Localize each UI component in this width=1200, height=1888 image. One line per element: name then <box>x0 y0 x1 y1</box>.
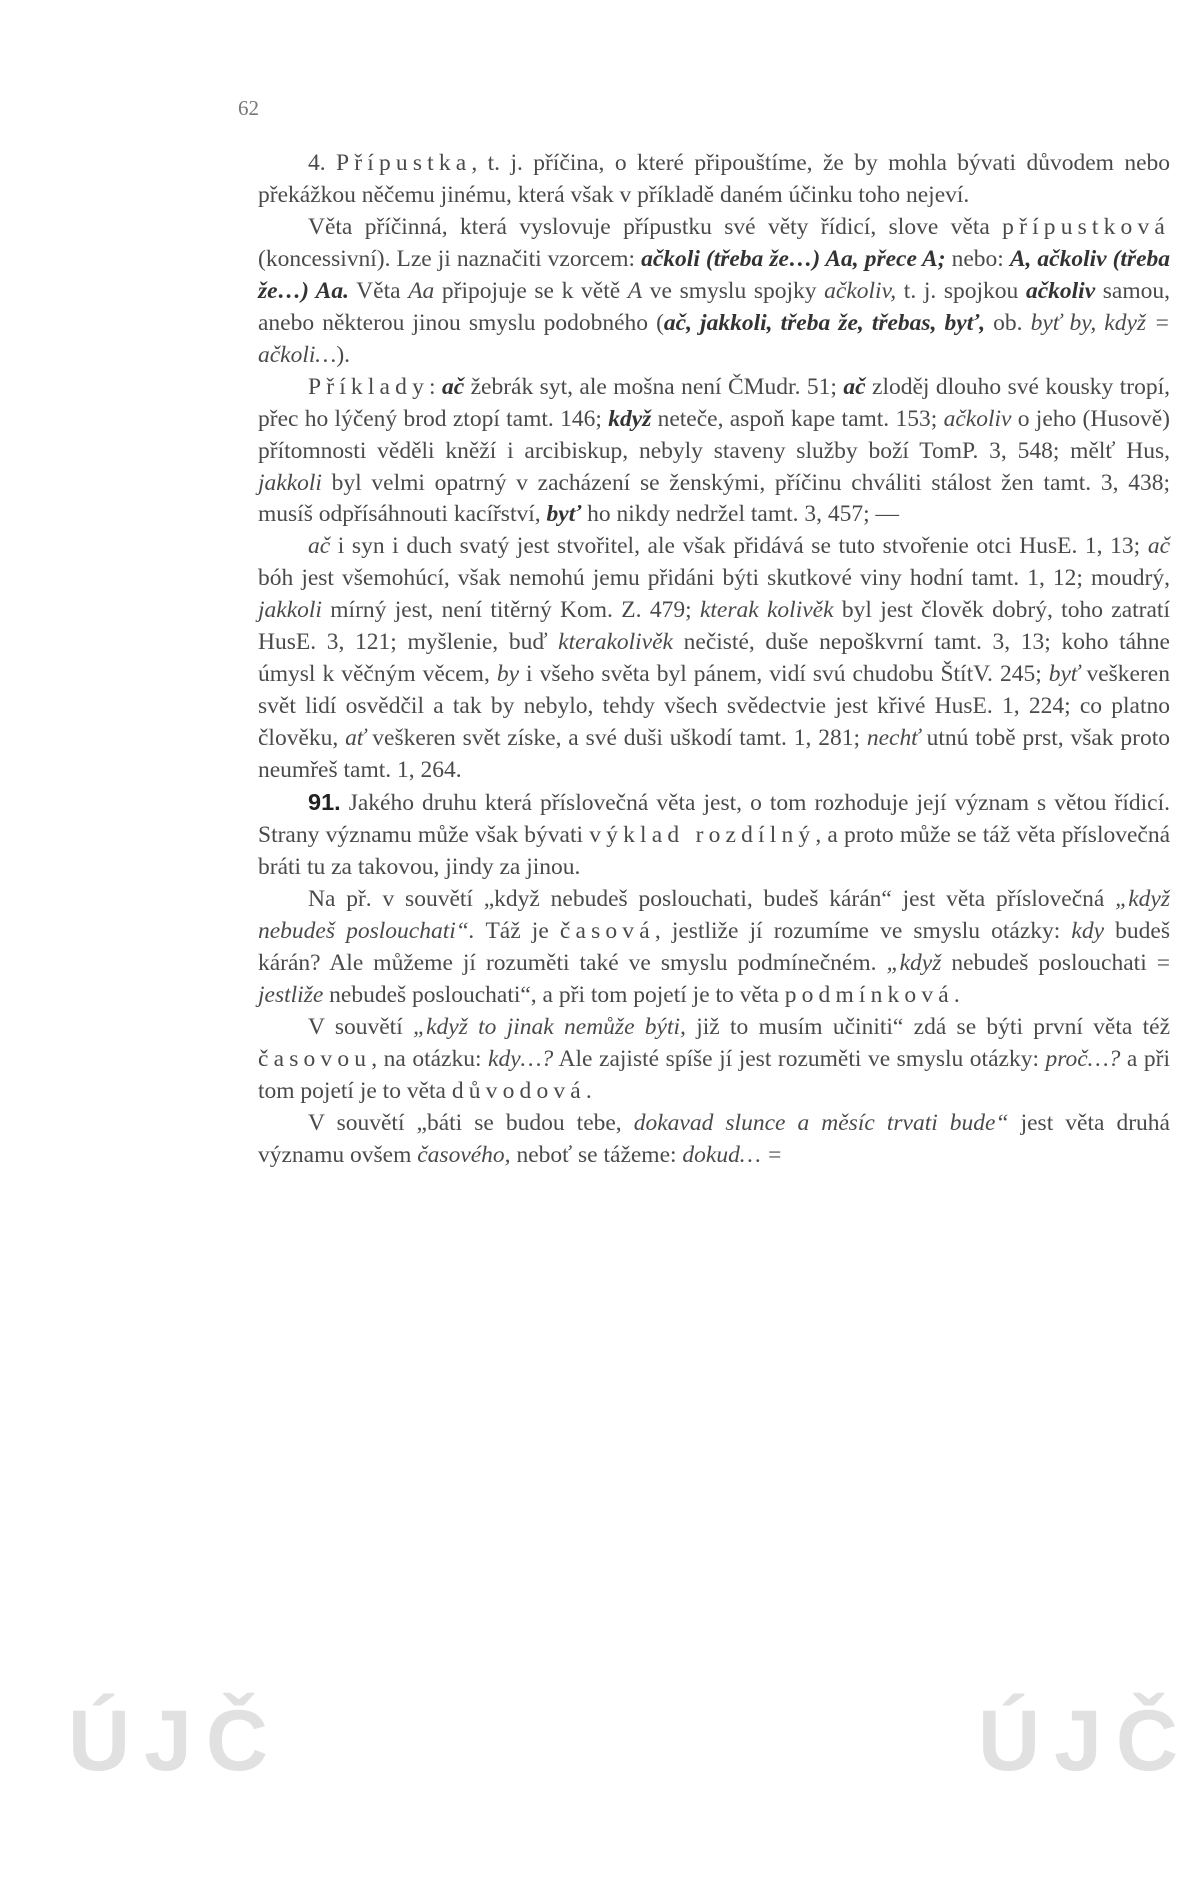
text-run: veškeren svět získe, a své duši uškodí tamt. 1, 281; <box>365 725 867 752</box>
example-keyword: proč…? <box>1045 1045 1121 1072</box>
watermark-logo-left: ÚJČ <box>68 1693 283 1789</box>
paragraph-example-dokavad <box>258 1108 1170 1172</box>
text-run: neboť se tážeme: <box>510 1141 683 1168</box>
example-keyword: dokud… = <box>682 1141 783 1168</box>
text-run: o jeho (Husově) přítomnosti věděli kněží i arcibiskup, nebyly staveny služby boží TomP. 3, 548; mělť Hus, <box>258 405 1171 464</box>
text-run: . <box>585 1077 592 1104</box>
example-keyword: kdy <box>1071 917 1105 944</box>
formula: A <box>627 277 643 304</box>
page-number: 62 <box>238 96 259 120</box>
text-run: veškeren svět lidí osvědčil a tak by nebylo, tehdy všech svědectvie jest křivé HusE. 1, 224; co platno člověku, <box>258 661 1170 752</box>
text-run: Na př. v souvětí „když nebudeš poslouchati, budeš kárán“ jest věta příslovečná <box>308 885 1116 912</box>
example-keyword: byť <box>546 501 582 528</box>
conjunction: ačkoliv, <box>824 277 897 304</box>
paragraph-example-jinak <box>258 1012 1170 1108</box>
item-number: 4. <box>308 150 326 176</box>
text-run: i syn i duch svatý jest stvořitel, ale však přidává se tuto stvořenie otci HusE. 1, 13; <box>330 533 1148 560</box>
example-keyword: byť <box>1048 661 1080 688</box>
spaced-term: Přípustka <box>336 150 472 176</box>
spaced-term: důvodová <box>451 1077 586 1104</box>
formula: A, ačkoliv (třeba že…) Aa. <box>258 245 1171 304</box>
formula: ačkoli (třeba že…) Aa, přece A; <box>641 245 946 272</box>
text-run: zloděj dlouho své kousky tropí, přec ho lýčený brod ztopí tamt. 146; <box>258 373 1170 432</box>
example-keyword: ač <box>308 533 331 560</box>
example-keyword: ač <box>441 373 465 400</box>
text-run: ho nikdy nedržel tamt. 3, 457; — <box>581 501 900 528</box>
quoted-clause: „když to jinak nemůže býti, <box>413 1013 686 1040</box>
text-run: již to musím učiniti“ zdá se býti první věta též <box>685 1013 1171 1040</box>
spaced-term: Příklady <box>308 373 429 400</box>
paragraph-4-concession <box>258 148 1170 212</box>
text-run: samou, anebo některou jinou smyslu podobného ( <box>258 277 1170 336</box>
example-keyword: kterakolivěk <box>558 629 673 656</box>
text-run: Věta <box>348 277 409 304</box>
text-run: připojuje se k větě <box>434 277 628 304</box>
paragraph-91 <box>258 787 1170 884</box>
text-run: i všeho světa byl pánem, vidí svú chudobu ŠtítV. 245; <box>519 661 1049 688</box>
example-keyword: nechť <box>866 725 920 752</box>
example-keyword: jestliže <box>258 981 324 1008</box>
example-keyword: ač <box>843 373 866 400</box>
text-run: Věta příčinná, která vyslovuje přípustku své věty řídicí, slove věta <box>308 213 1003 240</box>
example-keyword: časového, <box>417 1141 511 1168</box>
text-run: Táž je <box>474 917 560 944</box>
example-keyword: kdy…? <box>488 1045 554 1072</box>
text-run: nebo: <box>945 245 1010 272</box>
text-run: byl velmi opatrný v zacházení se ženskými, příčinu chváliti stálost žen tamt. 3, 438; musíš odpřísáhnouti kacířství, <box>258 469 1170 528</box>
text-run: nečisté, duše nepoškvrní tamt. 3, 13; koho táhne úmysl k věčným věcem, <box>258 629 1170 688</box>
text-run: nebudeš poslouchati = <box>941 949 1170 976</box>
paragraph-examples <box>258 372 1170 532</box>
text-run: utnú tobě prst, však proto neumřeš tamt. 1, 264. <box>258 725 1171 784</box>
text-run: ob. <box>985 309 1031 336</box>
example-keyword: by <box>496 661 520 688</box>
text-run: , t. j. příčina, o které připouštíme, že by mohla bývati důvodem nebo překážkou něčemu jinému, která však v příkladě daném účinku toho nejeví. <box>258 150 1171 208</box>
paragraph-concessive-clause <box>258 212 1170 372</box>
text-run: bóh jest všemohúcí, však nemohú jemu přidáni býti skutkové viny hodní tamt. 1, 12; moudrý, <box>258 565 1170 592</box>
text-run: ve smyslu spojky <box>642 277 825 304</box>
text-run: Ale zajisté spíše jí jest rozuměti ve smyslu otázky: <box>553 1045 1046 1072</box>
paragraph-old-czech-examples <box>258 531 1170 787</box>
example-keyword: když <box>608 405 652 432</box>
text-run: . <box>953 981 960 1008</box>
example-keyword: „když <box>886 949 942 976</box>
example-keyword: ať <box>345 725 366 752</box>
example-keyword: ač <box>1147 533 1170 560</box>
example-keyword: kterak kolivěk <box>699 597 834 624</box>
spaced-term: časovou <box>258 1045 372 1072</box>
formula: Aa <box>408 277 435 304</box>
text-run: V souvětí <box>308 1013 414 1040</box>
conjunction-list: ač, jakkoli, třeba že, třebas, byť, <box>663 309 986 336</box>
text-run: t. j. spojkou <box>896 277 1026 304</box>
text-run: neteče, aspoň kape tamt. 153; <box>651 405 944 432</box>
spaced-term: výklad rozdílný <box>589 822 816 849</box>
text-run: budeš kárán? Ale můžeme jí rozuměti také ve smyslu podmínečném. <box>258 917 1170 976</box>
text-run: , a proto může se táž věta příslovečná bráti tu za takovou, jindy za jinou. <box>258 822 1171 880</box>
section-number: 91. <box>308 789 341 816</box>
spaced-term: přípustková <box>1002 213 1170 240</box>
conjunction-list: byť by, když = ačkoli… <box>258 309 1170 368</box>
text-run: mírný jest, není titěrný Kom. Z. 479; <box>321 597 700 624</box>
text-run: (koncessivní). Lze ji naznačiti vzorcem: <box>258 245 642 272</box>
text-run: V souvětí „báti se budou tebe, <box>308 1109 634 1136</box>
text-run: ). <box>336 341 351 368</box>
text-run: : <box>429 373 442 400</box>
text-run: , jestliže jí rozumíme ve smyslu otázky: <box>654 917 1072 944</box>
conjunction: ačkoliv <box>1025 277 1096 304</box>
example-keyword: jakkoli <box>258 469 322 496</box>
text-run: nebudeš poslouchati“, a při tom pojetí je to věta <box>323 981 785 1008</box>
quoted-clause: dokavad slunce a měsíc trvati bude“ <box>633 1109 1009 1136</box>
text-run: žebrák syt, ale mošna není ČMudr. 51; <box>464 373 844 400</box>
text-column <box>258 148 1170 1172</box>
quoted-clause: „když nebudeš poslouchati“. <box>258 885 1170 944</box>
text-run: , na otázku: <box>371 1045 489 1072</box>
example-keyword: jakkoli <box>258 597 322 624</box>
paragraph-example-kdyz <box>258 884 1170 1012</box>
text-run: byl jest člověk dobrý, toho zatratí HusE. 3, 121; myšlenie, buď <box>258 597 1170 656</box>
text-run: a při tom pojetí je to věta <box>258 1045 1170 1104</box>
watermark-logo-right: ÚJČ <box>978 1693 1193 1789</box>
spaced-term: časová <box>559 917 655 944</box>
text-run: jest věta druhá významu ovšem <box>258 1109 1170 1168</box>
spaced-term: podmínková <box>784 981 954 1008</box>
text-run: Jakého druhu která příslovečná věta jest, o tom rozhoduje její význam s větou řídicí. Strany významu může však bývati <box>258 790 1170 849</box>
example-keyword: ačkoliv <box>943 405 1012 432</box>
